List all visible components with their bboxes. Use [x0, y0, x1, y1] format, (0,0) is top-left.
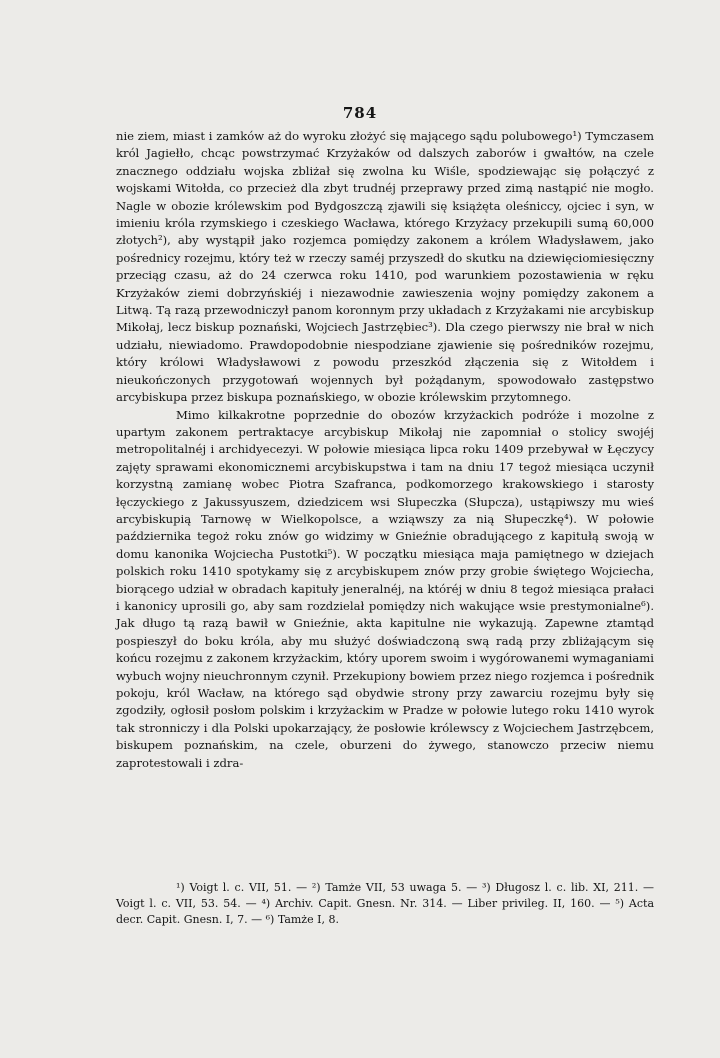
footnotes	[116, 880, 654, 928]
body-text	[116, 128, 654, 772]
paragraph-1: nie ziem, miast i zamków aż do wyroku złożyć się mającego sądu polubowego¹) Tymczasem król Jagiełło, chcąc powstrzymać Krzyżaków od dalszych zaborów i gwałtów, na czele znacznego oddziału wojska zbliżał się zwolna ku Wiśle, spodziewając się połączyć z wojskami Witołda, co przecież dla zbyt trudnéj przeprawy przed zimą nastąpić nie mogło. Nagle w obozie królewskim pod Bydgoszczą zjawili się książęta oleśniccy, ojciec i syn, w imieniu króla rzymskiego i czeskiego Wacława, którego Krzyżacy przekupili sumą 60,000 złotych²), aby wystąpił jako rozjemca pomiędzy zakonem a królem Władysławem, jako pośrednicy rozejmu, który też w rzeczy saméj przyszedł do skutku na dziewięciomiesięczny przeciąg czasu, aż do 24 czerwca roku 1410, pod warunkiem pozostawienia w ręku Krzyżaków ziemi dobrzyńskiéj i niezawodnie zawieszenia wojny pomiędzy zakonem a Litwą. Tą razą przewodniczył panom koronnym przy układach z Krzyżakami nie arcybiskup Mikołaj, lecz biskup poznański, Wojciech Jastrzębiec³). Dla czego pierwszy nie brał w nich udziału, niewiadomo. Prawdopodobnie niespodziane zjawienie się pośredników rozejmu, który królowi Władysławowi z powodu przeszkód złączenia się z Witołdem i nieukończonych przygotowań wojennych był pożądanym, spowodowało zastępstwo arcybiskupa przez biskupa poznańskiego, w obozie królewskim przytomnego.	[116, 129, 654, 405]
footnotes-text: ¹) Voigt l. c. VII, 51. — ²) Tamże VII, 53 uwaga 5. — ³) Długosz l. c. lib. XI, 211. — Voigt l. c. VII, 53. 54. — ⁴) Archiv. Capit. Gnesn. Nr. 314. — Liber privileg. II, 160. — ⁵) Acta decr. Capit. Gnesn. I, 7. — ⁶) Tamże I, 8.	[116, 881, 654, 926]
page-number: 784	[342, 104, 378, 122]
paragraph-2: Mimo kilkakrotne poprzednie do obozów krzyżackich podróże i mozolne z upartym zakonem pertraktacye arcybiskup Mikołaj nie zapomniał o stolicy swojéj metropolitalnéj i archidyecezyi. W połowie miesiąca lipca roku 1409 przebywał w Łęczycy zajęty sprawami ekonomicznemi arcybiskupstwa i tam na dniu 17 tegoż miesiąca uczynił korzystną zamianę wobec Piotra Szafranca, podkomorzego krakowskiego i starosty łęczyckiego z Jakussyuszem, dziedzicem wsi Słupeczka (Słupcza), ustąpiwszy mu wieś arcybiskupią Tarnowę w Wielkopolsce, a wziąwszy za nią Słupeczkę⁴). W połowie października tegoż roku znów go widzimy w Gnieźnie obradującego z kapitułą swoją w domu kanonika Wojciecha Pustotki⁵). W początku miesiąca maja pamiętnego w dziejach polskich roku 1410 spotykamy się z arcybiskupem znów przy grobie świętego Wojciecha, biorącego udział w obradach kapituły jeneralnéj, na któréj w dniu 8 tegoż miesiąca prałaci i kanonicy uprosili go, aby sam rozdzielał pomiędzy nich wakujące wsie prestymonialne⁶). Jak długo tą razą bawił w Gnieźnie, akta kapitulne nie wykazują. Zapewne ztamtąd pospieszył do boku króla, aby mu służyć doświadczoną swą radą przy zbliżającym się końcu rozejmu z zakonem krzyżackim, który uporem swoim i wygórowanemi wymaganiami wybuch wojny nieuchronnym czynił. Przekupiony bowiem przez niego rozjemca i pośrednik pokoju, król Wacław, na którego sąd obydwie strony przy zawarciu rozejmu były się zgodziły, ogłosił posłom polskim i krzyżackim w Pradze w połowie lutego roku 1410 wyrok tak stronniczy i dla Polski upokarzający, że posłowie królewscy z Wojciechem Jastrzębcem, biskupem poznańskim, na czele, oburzeni do żywego, stanowczo przeciw niemu zaprotestowali i zdra-	[116, 407, 654, 770]
